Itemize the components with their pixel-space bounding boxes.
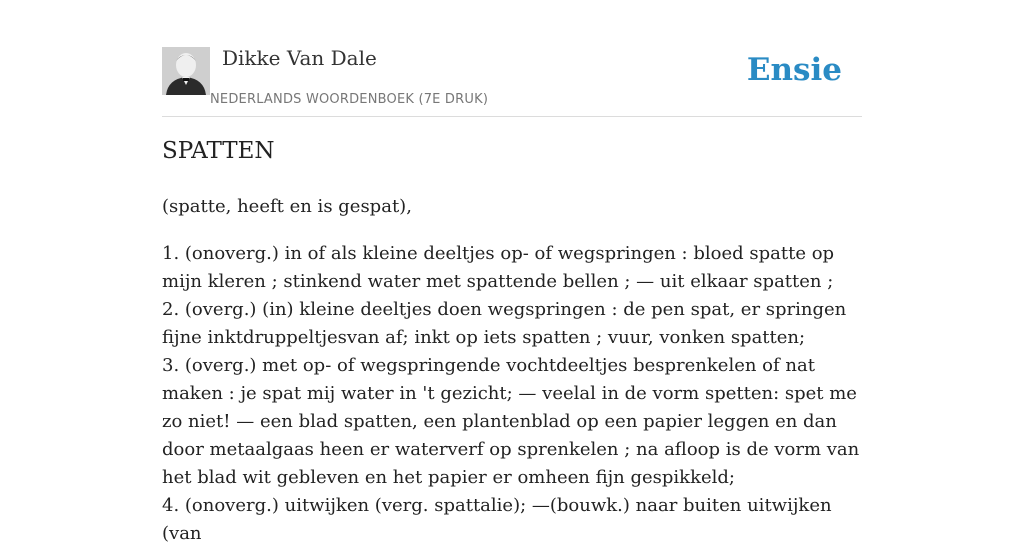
entry-grammar: (spatte, heeft en is gespat), (162, 196, 412, 217)
definition-list (162, 240, 862, 548)
header (162, 44, 862, 117)
ensie-logo[interactable]: Ensie (746, 52, 842, 88)
definition-item: 4. (onoverg.) uitwijken (verg. spattalie); —(bouwk.) naar buiten uitwijken (van (162, 495, 832, 544)
dictionary-source[interactable]: NEDERLANDS WOORDENBOEK (7E DRUK) (210, 92, 489, 107)
entry-title: SPATTEN (162, 138, 275, 164)
definition-item: 3. (overg.) met op- of wegspringende vochtdeeltjes besprenkelen of nat maken : je spat mij water in 't gezicht; — veelal in de vorm spetten: spet me zo niet! — een blad spatten, een plantenblad op een papier leggen en dan door metaalgaas heen er waterverf op sprenkelen ; na afloop is de vorm van het blad wit gebleven en het papier er omheen fijn gespikkeld; (162, 355, 860, 488)
author-name[interactable]: Dikke Van Dale (222, 46, 377, 70)
definition-item: 2. (overg.) (in) kleine deeltjes doen wegspringen : de pen spat, er springen fijne inktdruppeltjesvan af; inkt op iets spatten ; vuur, vonken spatten; (162, 299, 847, 348)
definition-item: 1. (onoverg.) in of als kleine deeltjes op- of wegspringen : bloed spatte op mijn kleren ; stinkend water met spattende bellen ; — uit elkaar spatten ; (162, 243, 835, 292)
entry-content (162, 193, 862, 548)
person-portrait-icon (162, 47, 210, 95)
author-avatar[interactable] (162, 47, 210, 95)
